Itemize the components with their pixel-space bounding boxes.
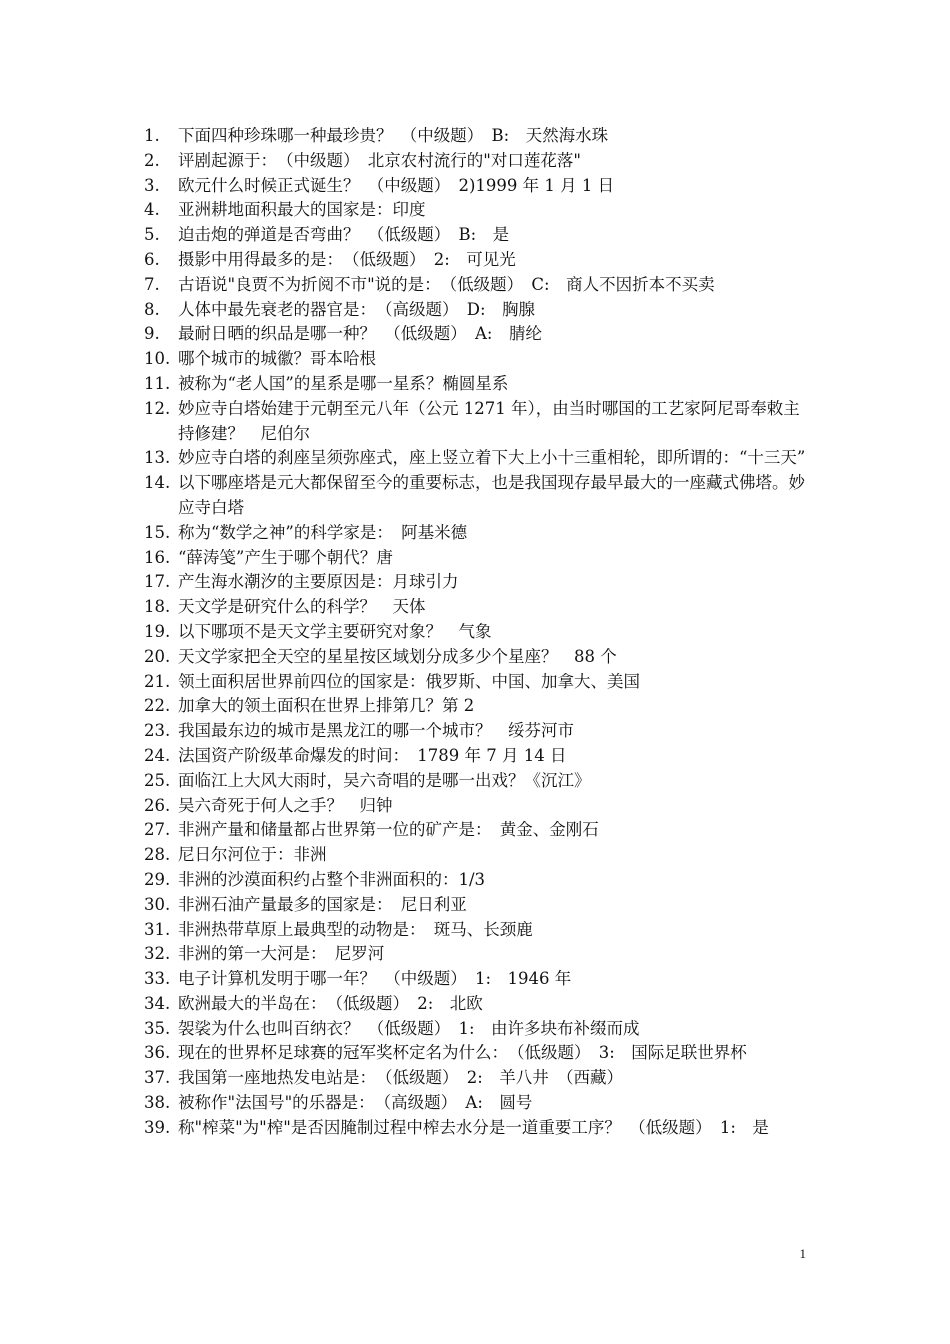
question-number: 23. xyxy=(144,721,171,741)
question-list xyxy=(144,124,816,1141)
question-text: 称为“数学之神”的科学家是： 阿基米德 xyxy=(178,522,468,542)
question-item xyxy=(144,347,816,372)
question-number: 19. xyxy=(144,621,171,641)
question-number: 35. xyxy=(144,1018,171,1038)
question-text: 欧元什么时候正式诞生？ （中级题） 2)1999 年 1 月 1 日 xyxy=(178,175,615,195)
question-item xyxy=(144,372,816,397)
question-text: 称"榨菜"为"榨"是否因腌制过程中榨去水分是一道重要工序？ （低级题） 1: 是 xyxy=(178,1117,769,1137)
question-text: 非洲的沙漠面积约占整个非洲面积的：1/3 xyxy=(178,869,486,889)
question-number: 9. xyxy=(144,324,160,344)
question-text: 天文学是研究什么的科学？ 天体 xyxy=(178,597,426,617)
question-item xyxy=(144,149,816,174)
question-text: 非洲的第一大河是： 尼罗河 xyxy=(178,944,385,964)
question-item xyxy=(144,1066,816,1091)
question-text: 天文学家把全天空的星星按区域划分成多少个星座？ 88 个 xyxy=(178,646,617,666)
question-item xyxy=(144,645,816,670)
question-text: 现在的世界杯足球赛的冠军奖杯定名为什么： （低级题） 3: 国际足联世界杯 xyxy=(178,1043,747,1063)
question-item xyxy=(144,322,816,347)
question-text: 加拿大的领土面积在世界上排第几？第 2 xyxy=(178,696,475,716)
question-number: 18. xyxy=(144,597,171,617)
question-item xyxy=(144,942,816,967)
question-number: 4. xyxy=(144,200,160,220)
question-text: 妙应寺白塔的刹座呈须弥座式，座上竖立着下大上小十三重相轮，即所谓的：“十三天” xyxy=(178,448,806,468)
question-number: 12. xyxy=(144,398,171,418)
question-text: 产生海水潮汐的主要原因是：月球引力 xyxy=(178,572,459,592)
question-text: 古语说"良贾不为折阅不市"说的是： （低级题） C: 商人不因折本不买卖 xyxy=(178,274,715,294)
question-item xyxy=(144,174,816,199)
question-text: 亚洲耕地面积最大的国家是：印度 xyxy=(178,200,426,220)
question-number: 31. xyxy=(144,919,171,939)
question-text: 被称作"法国号"的乐器是： （高级题） A: 圆号 xyxy=(178,1093,533,1113)
question-item xyxy=(144,124,816,149)
question-text: 非洲热带草原上最典型的动物是： 斑马、长颈鹿 xyxy=(178,919,533,939)
question-item xyxy=(144,248,816,273)
question-number: 34. xyxy=(144,993,171,1013)
question-number: 29. xyxy=(144,869,171,889)
question-number: 11. xyxy=(144,373,171,393)
question-number: 16. xyxy=(144,547,171,567)
question-text: 我国第一座地热发电站是： （低级题） 2: 羊八井 （西藏） xyxy=(178,1068,624,1088)
question-item xyxy=(144,1091,816,1116)
page-number: 1 xyxy=(799,1246,806,1261)
question-number: 5. xyxy=(144,225,160,245)
question-text: 迫击炮的弹道是否弯曲？ （低级题） B: 是 xyxy=(178,225,510,245)
question-number: 22. xyxy=(144,696,171,716)
question-item xyxy=(144,298,816,323)
question-number: 21. xyxy=(144,671,171,691)
question-number: 8. xyxy=(144,299,160,319)
question-text: 被称为“老人国”的星系是哪一星系？椭圆星系 xyxy=(178,373,509,393)
question-text: 摄影中用得最多的是： （低级题） 2: 可见光 xyxy=(178,249,516,269)
question-item xyxy=(144,893,816,918)
question-text: 我国最东边的城市是黑龙江的哪一个城市？ 绥芬河市 xyxy=(178,721,574,741)
question-text: 评剧起源于： （中级题） 北京农村流行的"对口莲花落" xyxy=(178,150,581,170)
question-item xyxy=(144,595,816,620)
question-item xyxy=(144,198,816,223)
question-number: 26. xyxy=(144,795,171,815)
question-number: 39. xyxy=(144,1117,171,1137)
question-text: 最耐日晒的织品是哪一种？ （低级题） A: 腈纶 xyxy=(178,324,542,344)
question-number: 13. xyxy=(144,448,171,468)
question-number: 1. xyxy=(144,126,160,145)
question-item xyxy=(144,918,816,943)
question-number: 3. xyxy=(144,175,160,195)
question-number: 38. xyxy=(144,1093,171,1113)
question-number: 32. xyxy=(144,944,171,964)
question-item xyxy=(144,223,816,248)
question-item xyxy=(144,446,816,471)
question-item xyxy=(144,992,816,1017)
question-number: 2. xyxy=(144,150,160,170)
question-number: 6. xyxy=(144,249,160,269)
question-item xyxy=(144,769,816,794)
question-text: 法国资产阶级革命爆发的时间： 1789 年 7 月 14 日 xyxy=(178,745,567,765)
question-item xyxy=(144,794,816,819)
question-item xyxy=(144,273,816,298)
question-item xyxy=(144,620,816,645)
question-text: 面临江上大风大雨时，吴六奇唱的是哪一出戏？《沉江》 xyxy=(178,770,591,790)
question-text: 下面四种珍珠哪一种最珍贵？ （中级题） B: 天然海水珠 xyxy=(178,126,609,145)
question-number: 25. xyxy=(144,770,171,790)
question-text: 领土面积居世界前四位的国家是：俄罗斯、中国、加拿大、美国 xyxy=(178,671,640,691)
question-number: 36. xyxy=(144,1043,171,1063)
question-item xyxy=(144,1041,816,1066)
question-text: 以下哪项不是天文学主要研究对象？ 气象 xyxy=(178,621,492,641)
question-item xyxy=(144,546,816,571)
question-item xyxy=(144,521,816,546)
question-item xyxy=(144,1116,816,1141)
question-number: 28. xyxy=(144,845,171,865)
question-number: 20. xyxy=(144,646,171,666)
question-text: 袈裟为什么也叫百纳衣？ （低级题） 1: 由许多块布补缀而成 xyxy=(178,1018,640,1038)
question-number: 15. xyxy=(144,522,171,542)
question-item xyxy=(144,1017,816,1042)
question-item xyxy=(144,670,816,695)
question-number: 7. xyxy=(144,274,160,294)
question-text: 欧洲最大的半岛在： （低级题） 2: 北欧 xyxy=(178,993,483,1013)
question-item xyxy=(144,719,816,744)
question-number: 33. xyxy=(144,969,171,989)
question-item xyxy=(144,868,816,893)
question-item xyxy=(144,397,816,447)
question-item xyxy=(144,967,816,992)
question-text: 电子计算机发明于哪一年？ （中级题） 1: 1946 年 xyxy=(178,969,572,989)
question-text: 妙应寺白塔始建于元朝至元八年（公元 1271 年），由当时哪国的工艺家阿尼哥奉敕主持修建？ 尼伯尔 xyxy=(178,398,800,443)
question-number: 37. xyxy=(144,1068,171,1088)
question-text: “薛涛笺”产生于哪个朝代？唐 xyxy=(178,547,393,567)
question-number: 30. xyxy=(144,894,171,914)
question-number: 14. xyxy=(144,473,171,493)
question-text: 尼日尔河位于：非洲 xyxy=(178,845,327,865)
question-text: 哪个城市的城徽？哥本哈根 xyxy=(178,349,376,369)
question-item xyxy=(144,818,816,843)
question-text: 非洲产量和储量都占世界第一位的矿产是： 黄金、金刚石 xyxy=(178,820,599,840)
question-item xyxy=(144,471,816,521)
question-text: 人体中最先衰老的器官是： （高级题） D: 胸腺 xyxy=(178,299,536,319)
question-text: 非洲石油产量最多的国家是： 尼日利亚 xyxy=(178,894,467,914)
question-item xyxy=(144,694,816,719)
question-number: 24. xyxy=(144,745,171,765)
question-number: 10. xyxy=(144,349,171,369)
question-number: 27. xyxy=(144,820,171,840)
question-item xyxy=(144,744,816,769)
question-text: 吴六奇死于何人之手？ 归钟 xyxy=(178,795,393,815)
question-item xyxy=(144,570,816,595)
question-text: 以下哪座塔是元大都保留至今的重要标志，也是我国现存最早最大的一座藏式佛塔。妙应寺白塔 xyxy=(178,473,805,517)
question-number: 17. xyxy=(144,572,171,592)
question-item xyxy=(144,843,816,868)
